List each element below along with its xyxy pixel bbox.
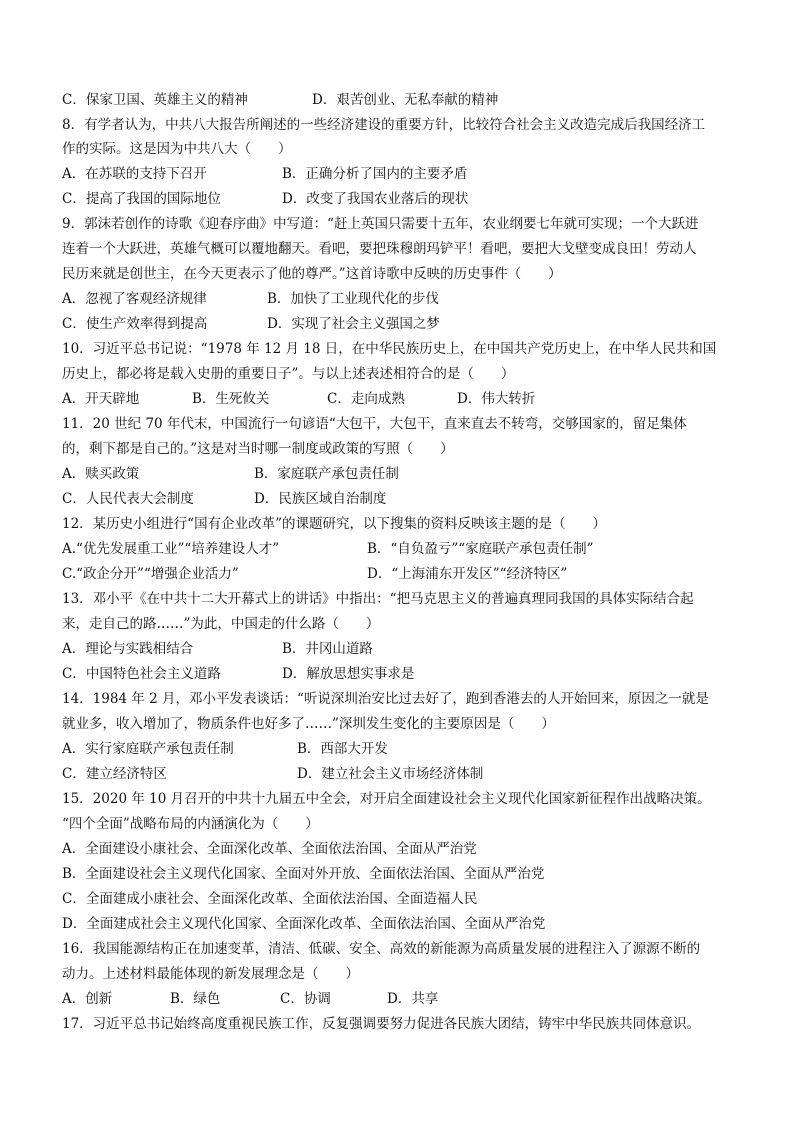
question-text-line: 的，剩下都是自己的。”这是对当时哪一制度或政策的写照（ ） [62, 441, 454, 457]
answer-option: D．“上海浦东开发区”“经济特区” [367, 566, 568, 582]
answer-option: C．建立经济特区 [62, 766, 167, 782]
answer-option: C．使生产效率得到提高 [62, 316, 208, 332]
answer-option: C．中国特色社会主义道路 [62, 666, 221, 682]
answer-option: A．创新 [62, 991, 113, 1007]
answer-option: C．提高了我国的国际地位 [62, 191, 221, 207]
question-text-line: B．全面建设社会主义现代化国家、全面对外开放、全面依法治国、全面从严治党 [62, 866, 545, 882]
question-text-line: 12．某历史小组进行“国有企业改革”的课题研究，以下搜集的资料反映该主题的是（ ） [62, 516, 606, 532]
answer-option: B．正确分析了国内的主要矛盾 [282, 166, 468, 182]
answer-option: C．人民代表大会制度 [62, 491, 194, 507]
answer-option: B．生死攸关 [192, 391, 270, 407]
answer-option: C．保家卫国、英雄主义的精神 [62, 92, 248, 108]
answer-option: C.“政企分开”“增强企业活力” [62, 566, 239, 582]
answer-option: A.“优先发展重工业”“培养建设人才” [62, 541, 280, 557]
answer-option: B．西部大开发 [297, 741, 388, 757]
answer-option: D．伟大转折 [457, 391, 536, 407]
question-text-line: 13．邓小平《在中共十二大开幕式上的讲话》中指出：“把马克思主义的普遍真理同我国的具体实际结合起 [62, 591, 694, 607]
question-text-line: D．全面建成社会主义现代化国家、全面深化改革、全面依法治国、全面从严治党 [62, 916, 546, 932]
question-text-line: 民历来就是创世主，在今天更表示了他的尊严。”这首诗歌中反映的历史事件（ ） [62, 266, 562, 282]
question-text-line: 连着一个大跃进，英雄气概可以覆地翻天。看吧，要把珠穆朗玛铲平！看吧，要把大戈壁变成良田！劳动人 [62, 241, 697, 257]
question-text-line: 8．有学者认为，中共八大报告所阐述的一些经济建设的重要方针，比较符合社会主义改造完成后我国经济工 [62, 117, 706, 133]
question-text-line: 15．2020 年 10 月召开的中共十九届五中全会，对开启全面建设社会主义现代化国家新征程作出战略决策。 [62, 791, 711, 807]
answer-option: A．开天辟地 [62, 391, 140, 407]
answer-option: A．实行家庭联产承包责任制 [62, 741, 234, 757]
answer-option: D．艰苦创业、无私奉献的精神 [312, 92, 499, 108]
question-text-line: 来，走自己的路……”为此，中国走的什么路（ ） [62, 616, 380, 632]
answer-option: D．共享 [387, 991, 439, 1007]
answer-option: A．理论与实践相结合 [62, 641, 194, 657]
question-text-line: C．全面建成小康社会、全面深化改革、全面依法治国、全面造福人民 [62, 891, 478, 907]
answer-option: D．建立社会主义市场经济体制 [297, 766, 484, 782]
question-text-line: “四个全面”战略布局的内涵演化为（ ） [62, 816, 319, 832]
answer-option: B．井冈山道路 [282, 641, 373, 657]
question-text-line: 10．习近平总书记说：“1978 年 12 月 18 日，在中华民族历史上，在中国共产党历史上，在中华人民共和国 [62, 341, 717, 357]
answer-option: D．改变了我国农业落后的现状 [282, 191, 469, 207]
answer-option: D．解放思想实事求是 [282, 666, 415, 682]
question-text-line: 14．1984 年 2 月，邓小平发表谈话：“听说深圳治安比过去好了，跑到香港去的人开始回来，原因之一就是 [62, 691, 709, 707]
question-text-line: 就业多，收入增加了，物质条件也好多了……”深圳发生变化的主要原因是（ ） [62, 716, 555, 732]
answer-option: D．民族区域自治制度 [254, 491, 387, 507]
answer-option: A．赎买政策 [62, 466, 140, 482]
answer-option: B．家庭联产承包责任制 [254, 466, 399, 482]
answer-option: A．在苏联的支持下召开 [62, 166, 207, 182]
answer-option: B．加快了工业现代化的步伐 [267, 291, 439, 307]
question-text-line: 17．习近平总书记始终高度重视民族工作，反复强调要努力促进各民族大团结，铸牢中华民族共同体意识。 [62, 1016, 701, 1032]
question-text-line: 动力。上述材料最能体现的新发展理念是（ ） [62, 966, 359, 982]
answer-option: A．忽视了客观经济规律 [62, 291, 207, 307]
answer-option: C．协调 [280, 991, 331, 1007]
answer-option: B．“自负盈亏”“家庭联产承包责任制” [367, 541, 594, 557]
question-text-line: 11．20 世纪 70 年代末，中国流行一句谚语“大包干，大包干，直来直去不转弯，交够国家的，留足集体 [62, 416, 687, 432]
question-text-line: 历史上，都必将是载入史册的重要日子”。与以上述表述相符合的是（ ） [62, 366, 515, 382]
question-text-line: 作的实际。这是因为中共八大（ ） [62, 141, 292, 157]
answer-option: D．实现了社会主义强国之梦 [267, 316, 440, 332]
answer-option: C．走向成熟 [327, 391, 405, 407]
question-text-line: 9．郭沫若创作的诗歌《迎春序曲》中写道：“赶上英国只需要十五年，农业纲要七年就可实现；一个大跃进 [62, 216, 699, 232]
question-text-line: 16．我国能源结构正在加速变革，清洁、低碳、安全、高效的新能源为高质量发展的进程注入了源源不断的 [62, 941, 701, 957]
question-text-line: A．全面建设小康社会、全面深化改革、全面依法治国、全面从严治党 [62, 841, 477, 857]
answer-option: B．绿色 [170, 991, 221, 1007]
